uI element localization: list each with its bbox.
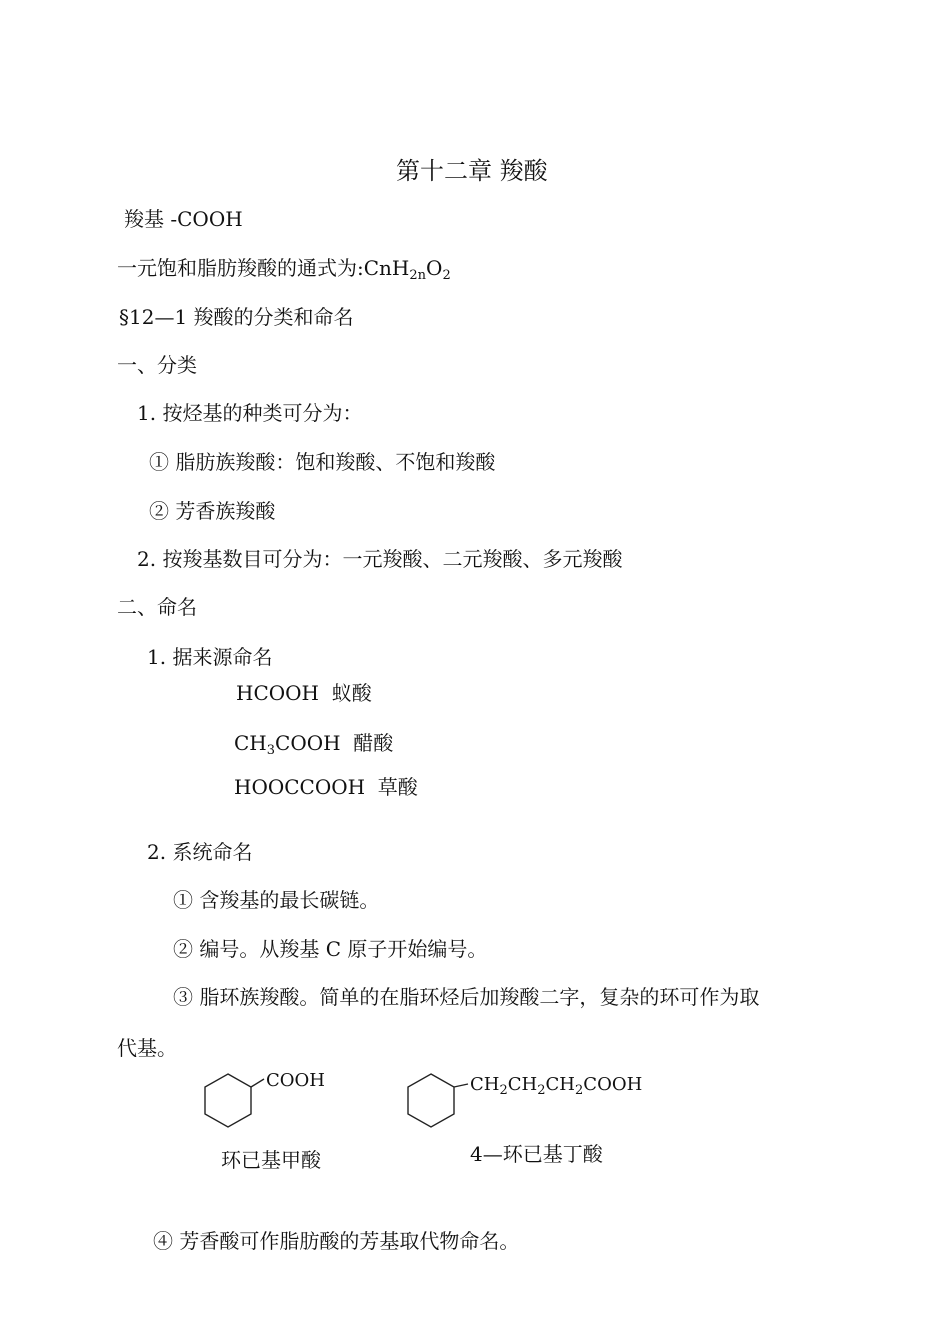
example-formula: HCOOH: [236, 681, 319, 705]
classification-item-1: 1. 按烃基的种类可分为：: [137, 401, 363, 425]
naming-rule-1: ① 含羧基的最长碳链。: [173, 888, 380, 912]
structure-2-chain: $CH_2CH_2CH_2COOH$: [470, 1074, 643, 1098]
structure-1-label: 环已基甲酸: [221, 1148, 321, 1172]
bond-line: [454, 1084, 468, 1087]
cyclohexane-ring: [205, 1074, 251, 1127]
example-formic-acid: [236, 680, 372, 706]
example-name: 醋酸: [353, 731, 394, 755]
cyclohexane-ring: [408, 1074, 454, 1127]
naming-rule-4: ④ 芳香酸可作脂肪酸的芳基取代物命名。: [153, 1229, 520, 1253]
bond-line: [251, 1079, 264, 1087]
example-acetic-acid: [234, 730, 393, 756]
example-name: 草酸: [377, 775, 418, 799]
example-name: 蚁酸: [331, 681, 372, 705]
example-oxalic-acid: [234, 774, 418, 800]
naming-rule-3-line-1: ③ 脂环族羧酸。简单的在脂环烃后加羧酸二字，复杂的环可作为取: [173, 985, 760, 1009]
naming-rule-2: ② 编号。从羧基 C 原子开始编号。: [173, 937, 488, 961]
naming-item-1: 1. 据来源命名: [147, 645, 273, 669]
structure-1-group: COOH: [266, 1070, 325, 1091]
naming-rule-3-line-2: 代基。: [117, 1036, 177, 1060]
classification-heading: 一、分类: [117, 353, 197, 377]
section-heading: §12—1 羧酸的分类和命名: [119, 305, 354, 329]
naming-item-2: 2. 系统命名: [147, 840, 253, 864]
example-formula: $CH_3COOH$: [234, 731, 341, 758]
classification-item-1a: ① 脂肪族羧酸：饱和羧酸、不饱和羧酸: [149, 450, 496, 474]
page-title: 第十二章 羧酸: [396, 157, 548, 185]
general-formula-line: 一元饱和脂肪羧酸的通式为$:CnH_{2n}O_2$: [117, 256, 451, 283]
example-formula: HOOCCOOH: [234, 775, 366, 799]
naming-heading: 二、命名: [117, 595, 197, 619]
cyclohexylbutanoic-acid-structure: [398, 1062, 478, 1142]
classification-item-1b: ② 芳香族羧酸: [149, 499, 276, 523]
classification-item-2: 2. 按羧基数目可分为：一元羧酸、二元羧酸、多元羧酸: [137, 547, 623, 571]
carboxyl-line: 羧基 -COOH: [124, 207, 243, 231]
structure-2-label: 4—环已基丁酸: [470, 1142, 603, 1166]
